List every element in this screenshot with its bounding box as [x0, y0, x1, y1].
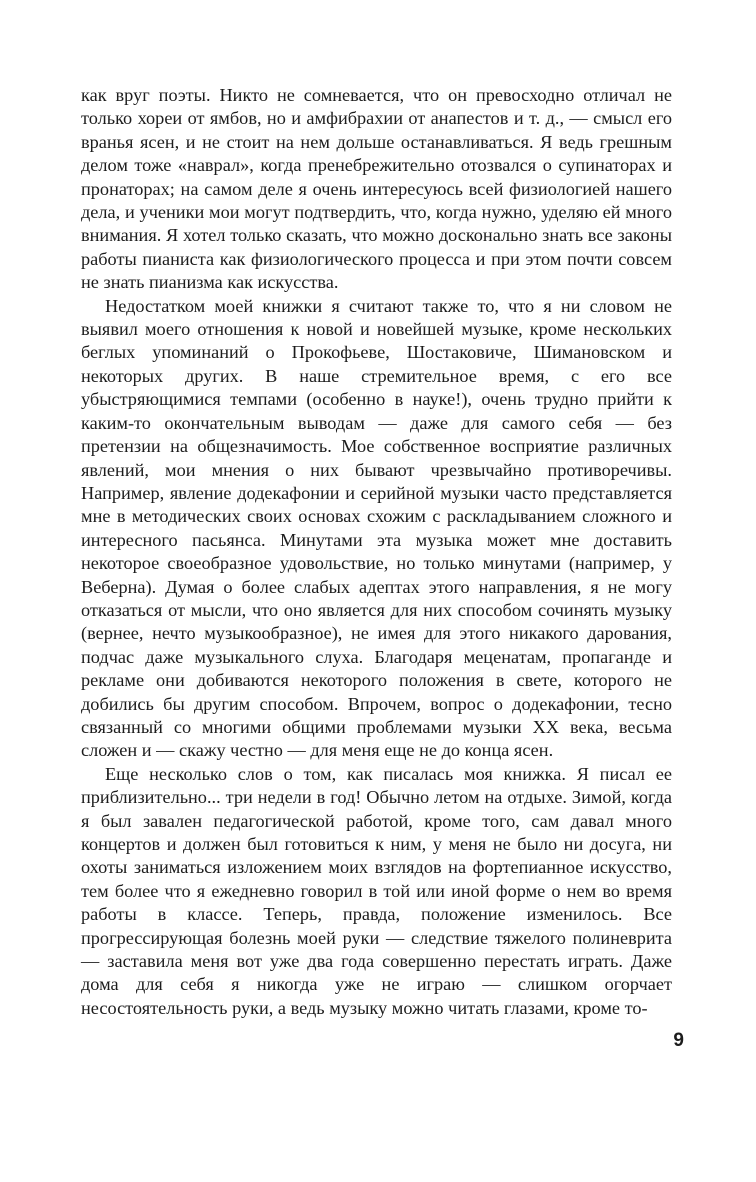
paragraph-writing-process: Еще несколько слов о том, как писалась моя книжка. Я писал ее приблизительно... три недели в год! Обычно летом на отдыхе. Зимой, когда я был завален педагогической работой, кроме того, сам давал много концертов и должен был готовиться к ним, у меня не было ни досуга, ни охоты заниматься изложением моих взглядов на фортепианное искусство, тем более что я ежедневно говорил в той или иной форме о нем во время работы в классе. Теперь, правда, положение изменилось. Все прогрессирующая болезнь моей руки — следствие тяжелого полиневрита — заставила меня вот уже два года совершенно перестать играть. Даже дома для себя я никогда уже не играю — слишком огорчает несостоятельность руки, а ведь музыку можно читать глазами, кроме то- [81, 763, 672, 1018]
page-number: 9 [673, 1030, 684, 1051]
paragraph-new-music: Недостатком моей книжки я считают также то, что я ни словом не выявил моего отношения к новой и новейшей музыке, кроме нескольких беглых упоминаний о Прокофьеве, Шостаковиче, Шимановском и некоторых других. В наше стремительное время, с его все убыстряющимися темпами (особенно в науке!), очень трудно прийти к каким-то окончательным выводам — даже для самого себя — без претензии на общезначимость. Мое собственное восприятие различных явлений, мои мнения о них бывают чрезвычайно противоречивы. Например, явление додекафонии и серийной музыки часто представляется мне в методических своих основах схожим с раскладыванием сложного и интересного пасьянса. Минутами эта музыка может мне доставить некоторое своеобразное удовольствие, но только минутами (например, у Веберна). Думая о более слабых адептах этого направления, я не могу отказаться от мысли, что оно является для них способом сочинять музыку (вернее, нечто музыкообразное), не имея для этого никакого дарования, подчас даже музыкального слуха. Благодаря меценатам, пропаганде и рекламе они добиваются некоторого положения в свете, которого не добились бы другим способом. Впрочем, вопрос о додекафонии, тесно связанный со многими общими проблемами музыки XX века, весьма сложен и — скажу честно — для меня еще не до конца ясен. [81, 295, 672, 761]
body-text [81, 84, 672, 1020]
paragraph-continuation: как вруг поэты. Никто не сомневается, что он превосходно отличал не только хореи от ямбов, но и амфибрахии от анапестов и т. д., — смысл его вранья ясен, и не стоит на нем дольше останавливаться. Я ведь грешным делом тоже «наврал», когда пренебрежительно отозвался о супинаторах и пронаторах; на самом деле я очень интересуюсь всей физиологией нашего дела, и ученики мои могут подтвердить, что, когда нужно, уделяю ей много внимания. Я хотел только сказать, что можно досконально знать все законы работы пианиста как физиологического процесса и при этом почти совсем не знать пианизма как искусства. [81, 85, 672, 293]
